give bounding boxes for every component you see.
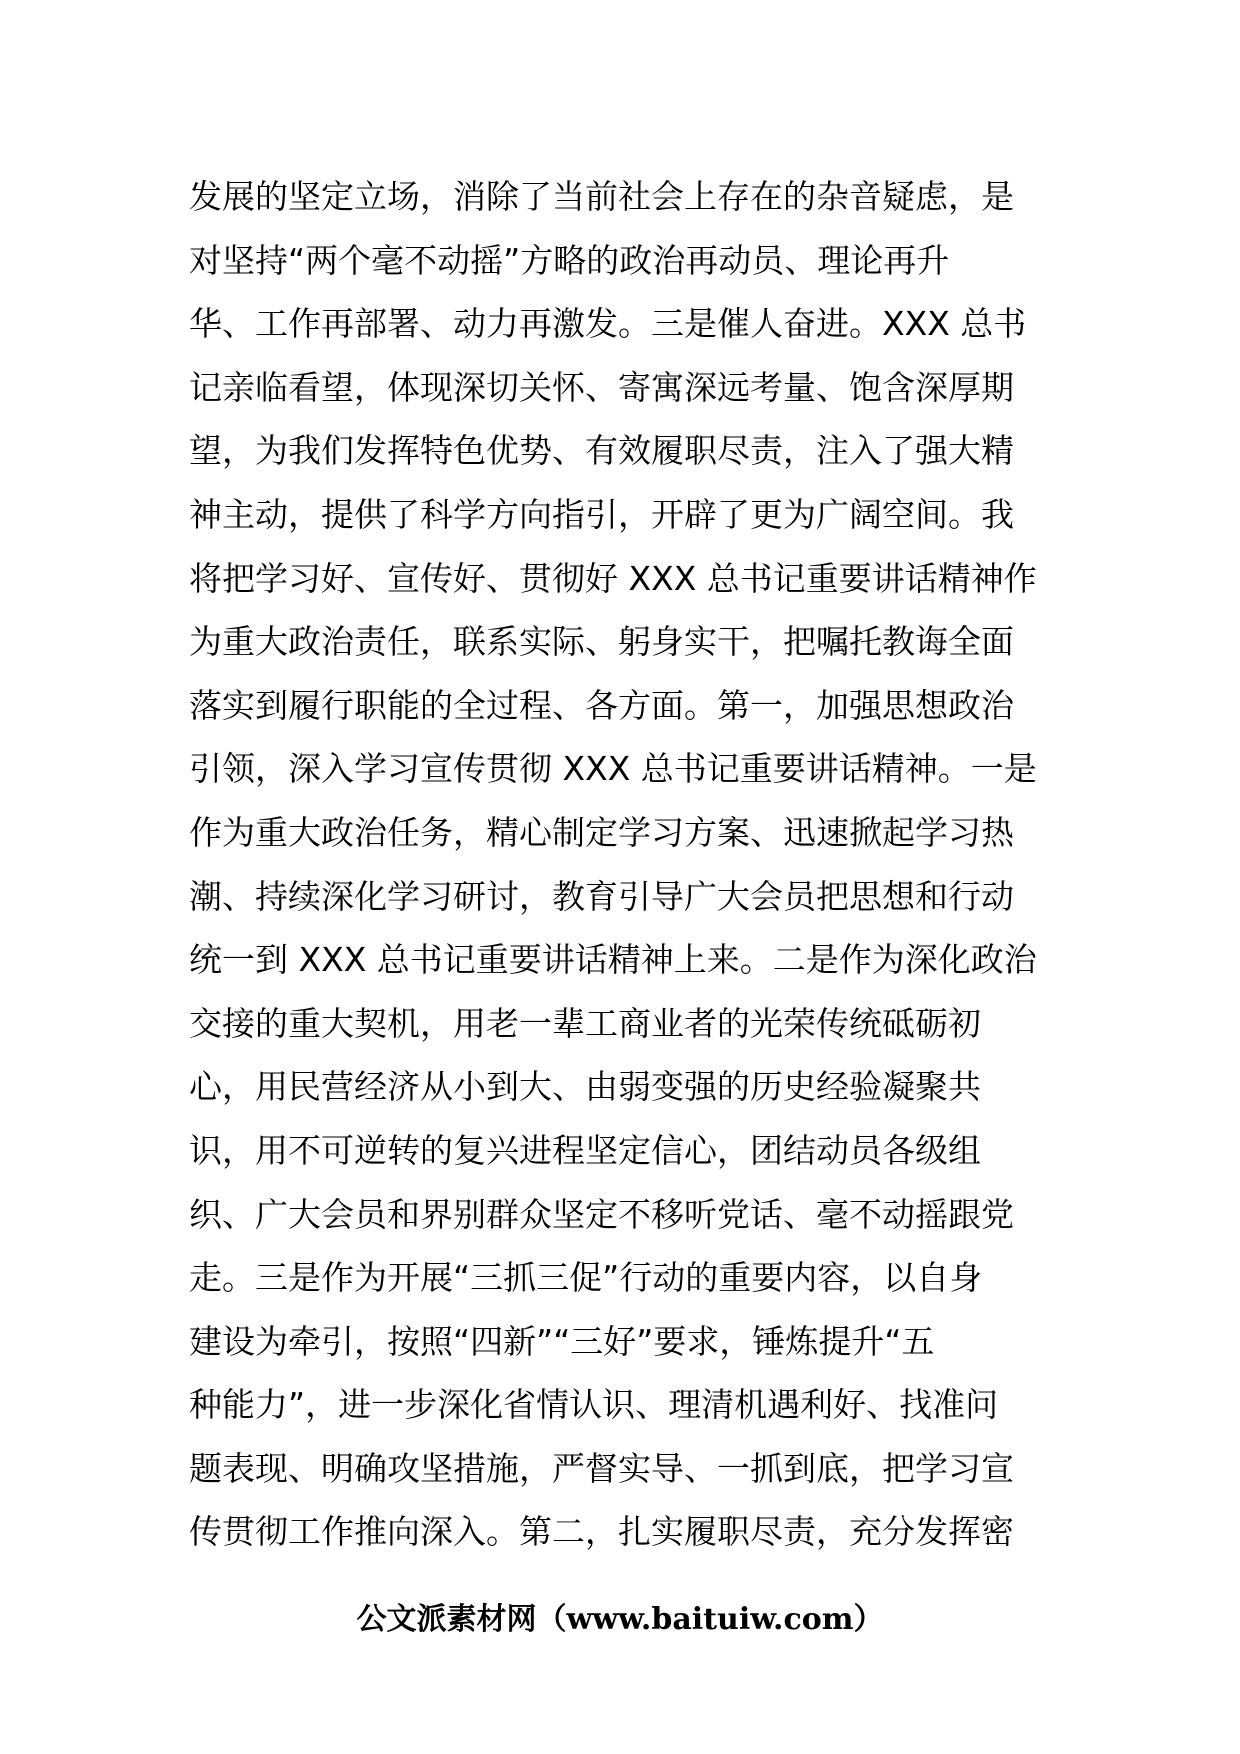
- text-line: 为重大政治责任，联系实际、躬身实干，把嘱托教诲全面: [189, 622, 1014, 662]
- text-line: 华、工作再部署、动力再激发。三是催人奋进。XXX 总书: [189, 304, 1027, 344]
- text-line: 落实到履行职能的全过程、各方面。第一，加强思想政治: [189, 685, 1014, 725]
- text-line: 织、广大会员和界别群众坚定不移听党话、毫不动摇跟党: [189, 1194, 1014, 1234]
- text-line: 统一到 XXX 总书记重要讲话精神上来。二是作为深化政治: [189, 940, 1037, 980]
- text-line: 种能力”，进一步深化省情认识、理清机遇利好、找准问: [189, 1385, 999, 1425]
- text-line: 引领，深入学习宣传贯彻 XXX 总书记重要讲话精神。一是: [189, 749, 1037, 789]
- text-line: 心，用民营经济从小到大、由弱变强的历史经验凝聚共: [189, 1067, 981, 1107]
- text-line: 发展的坚定立场，消除了当前社会上存在的杂音疑虑，是: [189, 177, 1014, 216]
- text-line: 题表现、明确攻坚措施，严督实导、一抓到底，把学习宣: [189, 1448, 1014, 1488]
- text-line: 望，为我们发挥特色优势、有效履职尽责，注入了强大精: [189, 431, 1014, 471]
- text-line: 建设为牵引，按照“四新”“三好”要求，锤炼提升“五: [189, 1321, 935, 1361]
- text-line: 交接的重大契机，用老一辈工商业者的光荣传统砥砺初: [189, 1003, 981, 1043]
- text-line: 神主动，提供了科学方向指引，开辟了更为广阔空间。我: [189, 494, 1014, 534]
- text-line: 走。三是作为开展“三抓三促”行动的重要内容，以自身: [189, 1258, 983, 1298]
- text-line: 将把学习好、宣传好、贯彻好 XXX 总书记重要讲话精神作: [189, 558, 1037, 598]
- text-line: 对坚持“两个毫不动摇”方略的政治再动员、理论再升: [189, 240, 950, 280]
- text-line: 识，用不可逆转的复兴进程坚定信心，团结动员各级组: [189, 1130, 981, 1170]
- text-line: 潮、持续深化学习研讨，教育引导广大会员把思想和行动: [189, 876, 1014, 916]
- text-line: 传贯彻工作推向深入。第二，扎实履职尽责，充分发挥密: [189, 1512, 1014, 1552]
- text-line: 记亲临看望，体现深切关怀、寄寓深远考量、饱含深厚期: [189, 367, 1014, 407]
- text-line: 作为重大政治任务，精心制定学习方案、迅速掀起学习热: [189, 812, 1014, 852]
- footer-source: 公文派素材网（www.baituiw.com）: [356, 1602, 884, 1637]
- body-text: [189, 165, 1069, 1564]
